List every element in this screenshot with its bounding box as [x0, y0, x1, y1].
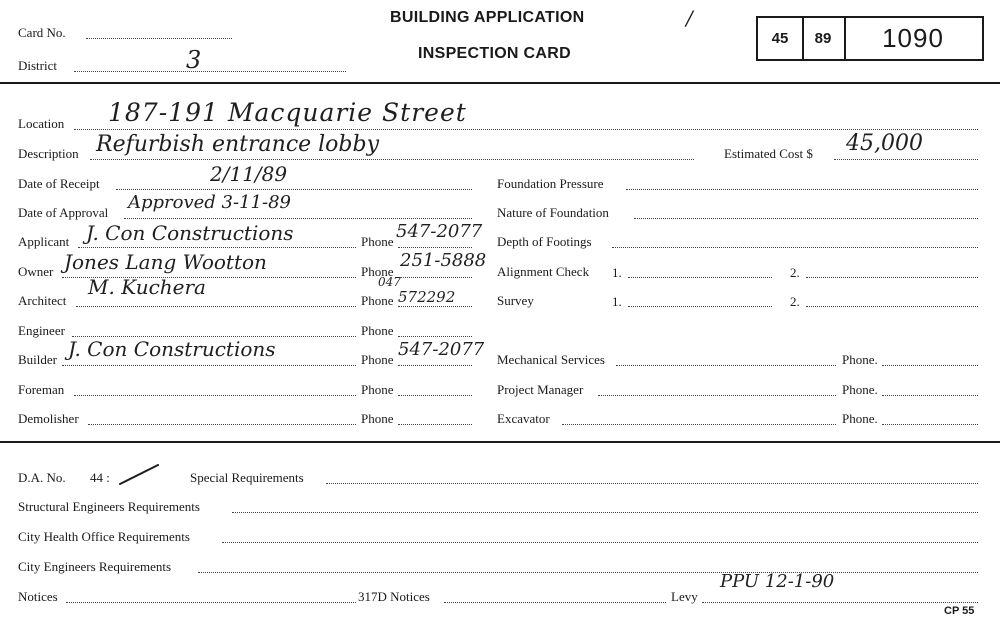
special-requirements-field	[326, 483, 978, 484]
depth-of-footings-label: Depth of Footings	[497, 234, 592, 249]
city-health-office-label: City Health Office Requirements	[18, 529, 190, 544]
special-requirements-label: Special Requirements	[190, 470, 304, 485]
notices-label: Notices	[18, 589, 58, 604]
card-code-1: 45	[758, 18, 804, 59]
date-of-receipt-field	[116, 189, 472, 190]
location-value: 187-191 Macquarie Street	[108, 98, 467, 127]
notices-317d-label: 317D Notices	[358, 589, 430, 604]
date-of-receipt-label: Date of Receipt	[18, 176, 100, 191]
da-no-label: D.A. No.	[18, 470, 66, 485]
foreman-label: Foreman	[18, 382, 65, 397]
project-manager-label: Project Manager	[497, 382, 584, 397]
estimated-cost-label: Estimated Cost $	[724, 146, 813, 161]
card-number-box	[756, 16, 984, 61]
excavator-phone-label: Phone.	[842, 411, 878, 426]
description-label: Description	[18, 146, 79, 161]
description-value: Refurbish entrance lobby	[96, 132, 380, 157]
notices-317d-field	[444, 602, 666, 603]
city-engineers-label: City Engineers Requirements	[18, 559, 172, 574]
excavator-phone-field	[882, 424, 978, 425]
owner-phone-label: Phone	[361, 264, 394, 279]
form-title-line1: BUILDING APPLICATION	[390, 9, 585, 26]
city-health-office-field	[222, 542, 978, 543]
mechanical-services-phone-label: Phone.	[842, 352, 878, 367]
details-divider	[0, 441, 1000, 443]
excavator-label: Excavator	[497, 411, 550, 426]
applicant-field	[78, 247, 356, 248]
project-manager-phone-label: Phone.	[842, 382, 878, 397]
depth-of-footings-field	[612, 247, 978, 248]
location-label: Location	[18, 116, 65, 131]
engineer-phone-field	[398, 336, 472, 337]
applicant-value: J. Con Constructions	[86, 221, 294, 245]
location-field	[74, 129, 978, 130]
builder-field	[62, 365, 356, 366]
date-of-receipt-value: 2/11/89	[210, 162, 288, 186]
stray-pen-mark: /	[686, 6, 693, 30]
foundation-pressure-label: Foundation Pressure	[497, 176, 604, 191]
description-field	[90, 159, 694, 160]
survey-item-1: 1.	[612, 294, 622, 309]
card-code-2: 89	[802, 18, 846, 59]
architect-phone-value: 572292	[398, 288, 456, 306]
builder-phone-field	[398, 365, 472, 366]
da-no-value: 44 :	[90, 470, 110, 485]
alignment-check-field-2	[806, 277, 978, 278]
alignment-check-field-1	[628, 277, 772, 278]
applicant-phone-field	[398, 247, 472, 248]
survey-item-2: 2.	[790, 294, 800, 309]
estimated-cost-value: 45,000	[846, 131, 923, 156]
demolisher-field	[88, 424, 356, 425]
survey-label: Survey	[497, 293, 534, 308]
alignment-check-label: Alignment Check	[497, 264, 590, 279]
alignment-check-item-2: 2.	[790, 265, 800, 280]
levy-field	[702, 602, 978, 603]
owner-label: Owner	[18, 264, 54, 279]
city-engineers-field	[198, 572, 978, 573]
architect-phone-field	[398, 306, 472, 307]
alignment-check-item-1: 1.	[612, 265, 622, 280]
builder-phone-value: 547-2077	[398, 339, 485, 360]
applicant-label: Applicant	[18, 234, 70, 249]
foundation-pressure-field	[626, 189, 978, 190]
district-field	[74, 71, 346, 72]
builder-value: J. Con Constructions	[68, 337, 276, 361]
architect-phone-label: Phone	[361, 293, 394, 308]
header-divider	[0, 82, 1000, 84]
applicant-phone-value: 547-2077	[396, 221, 483, 242]
survey-field-2	[806, 306, 978, 307]
owner-phone-field	[398, 277, 472, 278]
demolisher-phone-label: Phone	[361, 411, 394, 426]
levy-label: Levy	[671, 589, 698, 604]
foreman-phone-field	[398, 395, 472, 396]
engineer-phone-label: Phone	[361, 323, 394, 338]
da-no-handwritten-stroke	[118, 462, 160, 488]
architect-value: M. Kuchera	[88, 275, 206, 299]
architect-phone-prefix: 047	[378, 275, 401, 289]
structural-engineers-field	[232, 512, 978, 513]
architect-label: Architect	[18, 293, 67, 308]
district-label: District	[18, 58, 57, 73]
builder-phone-label: Phone	[361, 352, 394, 367]
structural-engineers-label: Structural Engineers Requirements	[18, 499, 200, 514]
estimated-cost-field	[834, 159, 978, 160]
nature-of-foundation-label: Nature of Foundation	[497, 205, 609, 220]
mechanical-services-phone-field	[882, 365, 978, 366]
notices-field	[66, 602, 356, 603]
excavator-field	[562, 424, 836, 425]
survey-field-1	[628, 306, 772, 307]
nature-of-foundation-field	[634, 218, 978, 219]
card-no-label: Card No.	[18, 25, 66, 40]
foreman-phone-label: Phone	[361, 382, 394, 397]
builder-label: Builder	[18, 352, 57, 367]
card-no-field	[86, 38, 232, 39]
mechanical-services-label: Mechanical Services	[497, 352, 605, 367]
architect-field	[76, 306, 356, 307]
owner-value: Jones Lang Wootton	[64, 250, 267, 274]
demolisher-label: Demolisher	[18, 411, 79, 426]
applicant-phone-label: Phone	[361, 234, 394, 249]
form-title-line2: INSPECTION CARD	[418, 45, 571, 62]
foreman-field	[74, 395, 356, 396]
date-of-approval-label: Date of Approval	[18, 205, 109, 220]
date-of-approval-value: Approved 3-11-89	[128, 192, 291, 213]
form-code: CP 55	[944, 605, 975, 617]
mechanical-services-field	[616, 365, 836, 366]
district-value: 3	[186, 46, 202, 74]
card-number: 1090	[882, 23, 944, 53]
engineer-label: Engineer	[18, 323, 65, 338]
date-of-approval-field	[124, 218, 472, 219]
demolisher-phone-field	[398, 424, 472, 425]
owner-phone-value: 251-5888	[400, 250, 487, 271]
project-manager-phone-field	[882, 395, 978, 396]
project-manager-field	[598, 395, 836, 396]
levy-value: PPU 12-1-90	[720, 571, 835, 592]
